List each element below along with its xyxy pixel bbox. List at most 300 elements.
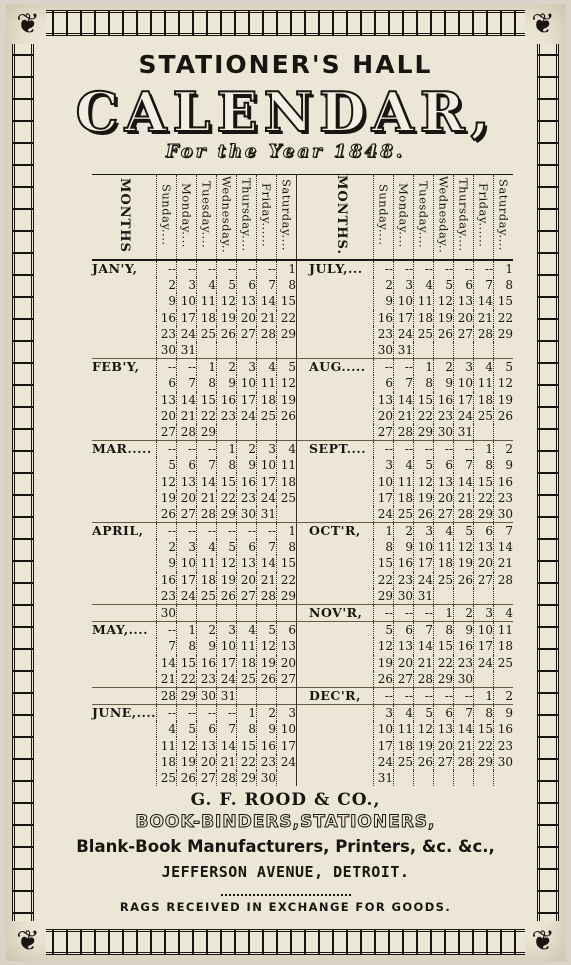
day-cell: 12 [177, 737, 197, 753]
month-name [92, 342, 157, 359]
day-cell: 19 [374, 655, 394, 671]
day-cell: 6 [177, 457, 197, 473]
day-cell [277, 687, 297, 704]
day-cell: -- [237, 260, 257, 277]
day-cell: 4 [257, 359, 277, 376]
day-cell: 5 [277, 359, 297, 376]
day-cell: 27 [454, 326, 474, 342]
day-cell: 25 [494, 655, 514, 671]
day-cell: -- [257, 260, 277, 277]
calendar-row [92, 441, 513, 458]
day-cell: 29 [494, 326, 514, 342]
calendar-row [92, 539, 513, 555]
day-cell: 2 [374, 277, 394, 293]
day-cell: 18 [394, 737, 414, 753]
day-cell: 31 [374, 770, 394, 786]
day-cell: 29 [237, 770, 257, 786]
day-cell: 12 [217, 555, 237, 571]
day-cell: 21 [157, 671, 177, 688]
month-name [309, 671, 374, 688]
calendar-row [92, 687, 513, 704]
calendar-row [92, 588, 513, 605]
day-cell: 27 [177, 506, 197, 523]
day-cell: 8 [277, 539, 297, 555]
day-cell: 19 [177, 754, 197, 770]
day-cell: 2 [494, 441, 514, 458]
month-name: DEC'R, [309, 687, 374, 704]
calendar-row [92, 523, 513, 540]
day-cell [197, 342, 217, 359]
day-header: Saturday.... [494, 175, 514, 261]
day-cell: 24 [374, 506, 394, 523]
day-cell: 21 [474, 310, 494, 326]
day-cell: 21 [494, 555, 514, 571]
day-cell: 7 [454, 457, 474, 473]
day-cell: 26 [177, 770, 197, 786]
day-cell: 28 [394, 424, 414, 441]
day-cell: 4 [197, 277, 217, 293]
day-cell: 18 [434, 555, 454, 571]
day-cell [494, 342, 514, 359]
day-cell [277, 424, 297, 441]
day-cell: 3 [374, 457, 394, 473]
day-cell: 19 [434, 310, 454, 326]
day-cell: -- [217, 705, 237, 722]
day-cell: -- [394, 604, 414, 621]
day-header: Wednesday.. [434, 175, 454, 261]
day-cell: 8 [414, 375, 434, 391]
day-cell: 18 [197, 572, 217, 588]
day-cell: 11 [277, 457, 297, 473]
day-cell: 20 [177, 490, 197, 506]
day-header: Friday...... [257, 175, 277, 261]
day-cell: 22 [237, 754, 257, 770]
day-cell: 30 [157, 604, 177, 621]
calendar-row [92, 392, 513, 408]
day-cell: 5 [494, 359, 514, 376]
day-cell: 13 [177, 473, 197, 489]
day-cell: 4 [197, 539, 217, 555]
day-cell: 14 [217, 737, 237, 753]
day-cell: 17 [177, 310, 197, 326]
column-separator [297, 770, 310, 786]
column-separator [297, 539, 310, 555]
day-cell: 21 [414, 655, 434, 671]
calendar-row [92, 572, 513, 588]
day-cell: 10 [177, 555, 197, 571]
month-name: MAR..... [92, 441, 157, 458]
day-cell: 26 [217, 588, 237, 605]
day-cell: 1 [474, 441, 494, 458]
day-cell: 10 [414, 539, 434, 555]
day-cell: 27 [237, 326, 257, 342]
day-cell: 12 [277, 375, 297, 391]
day-cell: 22 [474, 490, 494, 506]
day-cell: -- [454, 441, 474, 458]
day-cell: 1 [494, 260, 514, 277]
day-cell: 26 [414, 506, 434, 523]
month-name [92, 770, 157, 786]
day-cell: 23 [257, 754, 277, 770]
day-cell: 12 [414, 721, 434, 737]
day-cell: 16 [454, 638, 474, 654]
day-cell: 17 [374, 737, 394, 753]
day-cell: 21 [177, 408, 197, 424]
day-cell: 10 [454, 375, 474, 391]
column-separator [297, 555, 310, 571]
day-cell: 25 [197, 326, 217, 342]
month-name [309, 721, 374, 737]
day-cell: 21 [257, 572, 277, 588]
day-cell: -- [374, 604, 394, 621]
month-name [309, 293, 374, 309]
day-cell: 27 [157, 424, 177, 441]
day-cell: 23 [494, 490, 514, 506]
day-cell: 20 [394, 655, 414, 671]
day-cell: 1 [177, 622, 197, 639]
day-cell: 25 [277, 490, 297, 506]
day-cell: 21 [217, 754, 237, 770]
day-cell: -- [454, 687, 474, 704]
day-cell: 6 [454, 277, 474, 293]
day-cell: -- [177, 705, 197, 722]
day-cell: -- [217, 260, 237, 277]
column-separator [297, 424, 310, 441]
day-cell: 8 [374, 539, 394, 555]
day-cell: 17 [394, 310, 414, 326]
day-cell: 15 [414, 392, 434, 408]
day-cell: 1 [277, 260, 297, 277]
day-cell: 30 [257, 770, 277, 786]
day-cell: -- [394, 687, 414, 704]
day-cell: 6 [394, 622, 414, 639]
day-cell: 24 [217, 671, 237, 688]
day-cell: 28 [494, 572, 514, 588]
day-cell: 12 [157, 473, 177, 489]
day-cell: 10 [374, 473, 394, 489]
day-cell: 10 [474, 622, 494, 639]
day-cell: 31 [414, 588, 434, 605]
day-cell: 13 [434, 473, 454, 489]
header-line-1: STATIONER'S HALL [138, 50, 433, 79]
day-cell: 30 [494, 506, 514, 523]
day-cell: 22 [177, 671, 197, 688]
day-cell: 5 [414, 457, 434, 473]
day-cell: 13 [237, 555, 257, 571]
column-separator [297, 441, 310, 458]
calendar-row [92, 375, 513, 391]
calendar-row [92, 506, 513, 523]
calendar-row [92, 457, 513, 473]
day-cell: 9 [494, 705, 514, 722]
day-cell: 30 [434, 424, 454, 441]
corner-flourish-icon: ❦ [531, 7, 555, 40]
exchange-notice: RAGS RECEIVED IN EXCHANGE FOR GOODS. [119, 900, 452, 914]
day-cell: 1 [474, 687, 494, 704]
day-cell: 20 [434, 737, 454, 753]
day-cell: 1 [197, 359, 217, 376]
calendar-row [92, 424, 513, 441]
day-cell: 29 [434, 671, 454, 688]
day-cell: 30 [157, 342, 177, 359]
month-name [92, 754, 157, 770]
day-cell [434, 342, 454, 359]
month-name [309, 539, 374, 555]
day-cell: 10 [374, 721, 394, 737]
day-cell: 19 [277, 392, 297, 408]
day-cell: 13 [277, 638, 297, 654]
day-cell: -- [414, 260, 434, 277]
day-cell: 11 [394, 473, 414, 489]
month-name [309, 408, 374, 424]
day-cell: 1 [217, 441, 237, 458]
top-ornament-border [46, 10, 525, 36]
day-cell: -- [157, 260, 177, 277]
day-cell: 13 [454, 293, 474, 309]
months-column-header: MONTHS [92, 175, 157, 261]
day-cell: 25 [197, 588, 217, 605]
day-cell: -- [217, 523, 237, 540]
day-cell: 4 [277, 441, 297, 458]
day-cell: 5 [374, 622, 394, 639]
day-cell [454, 588, 474, 605]
day-cell: 31 [454, 424, 474, 441]
day-cell: 14 [157, 655, 177, 671]
day-cell: 13 [394, 638, 414, 654]
day-header: Sunday.... [374, 175, 394, 261]
day-cell: 7 [394, 375, 414, 391]
day-cell: 7 [157, 638, 177, 654]
day-cell: 23 [157, 326, 177, 342]
day-cell: 18 [414, 310, 434, 326]
month-name [92, 671, 157, 688]
month-name [309, 375, 374, 391]
day-cell: 30 [237, 506, 257, 523]
column-separator [297, 604, 310, 621]
day-cell [494, 770, 514, 786]
day-cell: 24 [414, 572, 434, 588]
day-cell: 10 [177, 293, 197, 309]
day-cell: 14 [257, 555, 277, 571]
month-name [309, 555, 374, 571]
calendar-row [92, 754, 513, 770]
day-cell: 12 [454, 539, 474, 555]
day-cell: 15 [277, 555, 297, 571]
day-header: Tuesday.... [197, 175, 217, 261]
day-cell: 24 [177, 588, 197, 605]
day-cell: 14 [414, 638, 434, 654]
day-cell: 3 [257, 441, 277, 458]
day-cell [277, 604, 297, 621]
day-cell: 20 [157, 408, 177, 424]
day-cell: 7 [177, 375, 197, 391]
day-cell: 3 [454, 359, 474, 376]
day-cell [474, 342, 494, 359]
day-cell [277, 342, 297, 359]
column-separator [297, 359, 310, 376]
month-name [309, 506, 374, 523]
day-cell: 9 [157, 555, 177, 571]
column-separator [297, 721, 310, 737]
company-trade: BOOK-BINDERS,STATIONERS, [135, 812, 436, 832]
day-cell: 29 [217, 506, 237, 523]
months-column-header-right: MONTHS. [309, 175, 374, 261]
day-cell: 27 [474, 572, 494, 588]
day-cell: 18 [157, 754, 177, 770]
day-cell [494, 424, 514, 441]
day-cell: 17 [177, 572, 197, 588]
day-cell: 28 [257, 326, 277, 342]
day-cell: 14 [394, 392, 414, 408]
day-cell: 30 [494, 754, 514, 770]
day-cell: 25 [414, 326, 434, 342]
calendar-row [92, 622, 513, 639]
day-header: Thursday.... [454, 175, 474, 261]
calendar-row [92, 293, 513, 309]
corner-flourish-icon: ❦ [16, 7, 40, 40]
day-cell: 4 [157, 721, 177, 737]
day-header: Thursday.... [237, 175, 257, 261]
month-name [92, 655, 157, 671]
day-cell: 28 [474, 326, 494, 342]
column-separator [297, 457, 310, 473]
month-name [92, 293, 157, 309]
day-cell: 3 [277, 705, 297, 722]
day-cell: 10 [237, 375, 257, 391]
day-cell: 11 [434, 539, 454, 555]
day-cell [257, 342, 277, 359]
day-cell: -- [157, 622, 177, 639]
calendar-row [92, 260, 513, 277]
day-cell: 26 [277, 408, 297, 424]
day-cell: 10 [277, 721, 297, 737]
day-cell: 2 [494, 687, 514, 704]
month-name [92, 408, 157, 424]
day-cell: 17 [374, 490, 394, 506]
calendar-row [92, 359, 513, 376]
day-cell: 15 [474, 473, 494, 489]
day-cell: 16 [157, 572, 177, 588]
column-separator [297, 473, 310, 489]
day-cell: 27 [434, 754, 454, 770]
day-cell: 24 [177, 326, 197, 342]
day-cell: 15 [434, 638, 454, 654]
day-cell: -- [157, 441, 177, 458]
column-separator [297, 326, 310, 342]
day-cell: 26 [494, 408, 514, 424]
month-name [309, 588, 374, 605]
day-cell: 4 [237, 622, 257, 639]
day-cell: 7 [454, 705, 474, 722]
day-cell [414, 770, 434, 786]
day-cell: 26 [414, 754, 434, 770]
month-name [309, 392, 374, 408]
day-cell [237, 424, 257, 441]
day-cell [177, 604, 197, 621]
day-cell: 10 [394, 293, 414, 309]
day-cell: 17 [277, 737, 297, 753]
day-cell [474, 770, 494, 786]
day-cell: 2 [454, 604, 474, 621]
calendar-row [92, 705, 513, 722]
day-header: Friday...... [474, 175, 494, 261]
column-separator [297, 523, 310, 540]
day-cell: 31 [257, 506, 277, 523]
day-cell: 18 [197, 310, 217, 326]
day-cell: 22 [277, 310, 297, 326]
column-separator [297, 408, 310, 424]
day-cell: 22 [414, 408, 434, 424]
day-cell: 18 [277, 473, 297, 489]
day-cell: 6 [237, 539, 257, 555]
day-cell: 30 [454, 671, 474, 688]
calendar-table [92, 174, 513, 786]
calendar-row [92, 326, 513, 342]
column-separator [297, 342, 310, 359]
corner-flourish-icon: ❦ [16, 924, 40, 957]
day-cell: 5 [434, 277, 454, 293]
day-cell: 16 [434, 392, 454, 408]
day-cell: -- [197, 260, 217, 277]
day-cell: 1 [434, 604, 454, 621]
day-cell: 24 [374, 754, 394, 770]
day-cell: 5 [414, 705, 434, 722]
day-cell: -- [374, 687, 394, 704]
day-cell: 20 [277, 655, 297, 671]
day-cell: 6 [157, 375, 177, 391]
day-cell: 7 [494, 523, 514, 540]
column-separator [297, 490, 310, 506]
day-cell: 22 [374, 572, 394, 588]
day-cell [494, 588, 514, 605]
day-cell: 6 [277, 622, 297, 639]
day-cell: 8 [177, 638, 197, 654]
day-cell: 18 [237, 655, 257, 671]
day-cell: 4 [474, 359, 494, 376]
day-cell: 28 [414, 671, 434, 688]
day-cell: -- [414, 441, 434, 458]
month-name [92, 555, 157, 571]
day-cell: 31 [394, 342, 414, 359]
day-cell: 15 [237, 737, 257, 753]
month-name [92, 490, 157, 506]
day-cell: -- [257, 523, 277, 540]
month-name [309, 310, 374, 326]
day-cell: 25 [157, 770, 177, 786]
day-cell: -- [434, 260, 454, 277]
day-cell: 22 [474, 737, 494, 753]
day-cell: 16 [197, 655, 217, 671]
day-cell: 23 [157, 588, 177, 605]
day-cell: -- [374, 260, 394, 277]
day-cell: 3 [414, 523, 434, 540]
column-separator [297, 392, 310, 408]
day-cell: 4 [434, 523, 454, 540]
day-cell: 1 [237, 705, 257, 722]
day-cell: -- [197, 441, 217, 458]
day-cell: 6 [197, 721, 217, 737]
day-cell: 26 [434, 326, 454, 342]
day-cell: 16 [257, 737, 277, 753]
day-cell [394, 770, 414, 786]
calendar-row [92, 655, 513, 671]
month-name: FEB'Y, [92, 359, 157, 376]
month-name: JULY,... [309, 260, 374, 277]
day-cell: 20 [474, 555, 494, 571]
day-cell: 4 [494, 604, 514, 621]
header-title: CALENDAR, [75, 80, 496, 144]
day-cell: 24 [474, 655, 494, 671]
